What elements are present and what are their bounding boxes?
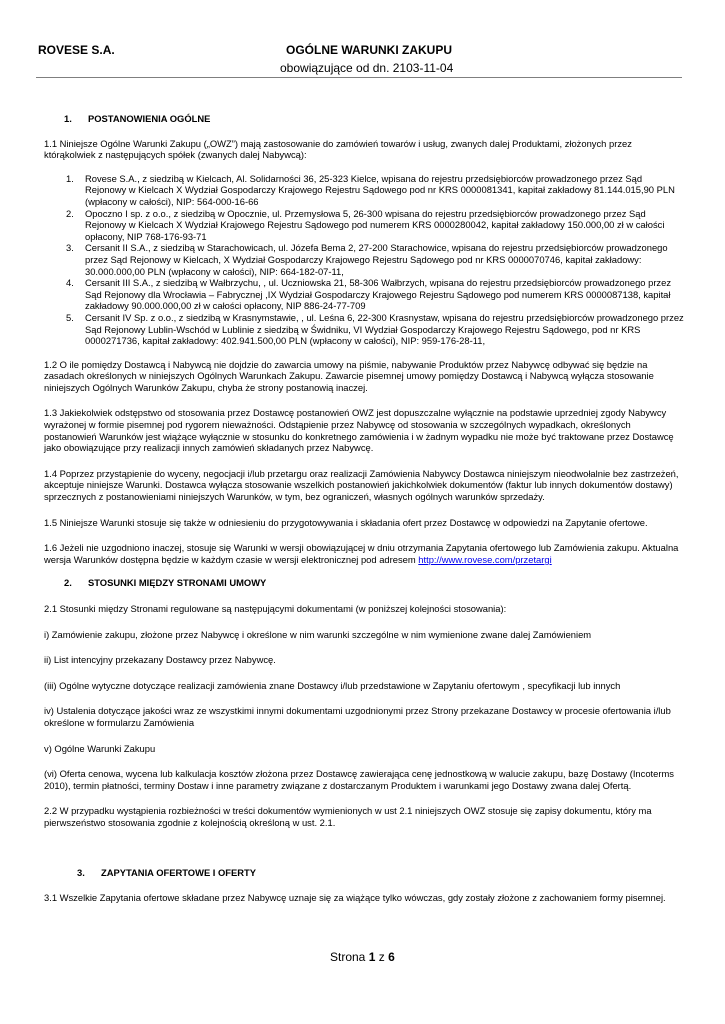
section-3-number: 3.: [77, 866, 85, 878]
paragraph-1-4: 1.4 Poprzez przystąpienie do wyceny, negocjacji i/lub przetargu oraz realizacji Zamówienia Nabywcy Dostawca niniejszym nieodwołalnie bez zastrzeżeń, akceptuje niniejsze Warunki. Dostawca wyłącza stosowanie wszelkich postanowień jakichkolwiek dokumentów (faktur lub innych dokumentów dostawy) sprzecznych z postanowieniami niniejszych Warunków, w tym, bez ograniczeń, własnych ogólnych warunków sprzedaży.: [44, 467, 679, 503]
list-item-number: 5.: [66, 311, 74, 323]
footer-prefix: Strona: [330, 950, 369, 964]
header-divider: [36, 77, 682, 78]
item-v: v) Ogólne Warunki Zakupu: [44, 742, 156, 754]
paragraph-2-2: 2.2 W przypadku wystąpienia rozbieżności w treści dokumentów wymienionych w ust 2.1 niniejszych OWZ stosuje się zapisy dokumentu, który ma pierwszeństwo stosowania zgodnie z kolejnością określoną w ust. 2.1.: [44, 805, 652, 828]
footer-total-pages: 6: [388, 950, 395, 964]
list-item: [44, 173, 684, 208]
item-iv: iv) Ustalenia dotyczące jakości wraz ze wszystkimi innymi dokumentami uzgodnionymi przez Strony przekazane Dostawcy w procesie ofertowania i/lub określone w formularzu Zamówienia: [44, 705, 671, 728]
section-1-number: 1.: [64, 113, 72, 124]
page-footer: [330, 950, 395, 964]
list-item: [44, 277, 684, 312]
header-subtitle: obowiązujące od dn. 2103-11-04: [280, 61, 454, 75]
list-item-number: 2.: [66, 207, 74, 219]
section-2-number: 2.: [64, 577, 72, 589]
section-1-title: POSTANOWIENIA OGÓLNE: [88, 113, 211, 124]
header-company: ROVESE S.A.: [38, 43, 115, 57]
paragraph-1-1: 1.1 Niniejsze Ogólne Warunki Zakupu („OWZ”) mają zastosowanie do zamówień towarów i usług, zwanych dalej Produktami, złożonych przez którąkolwiek z następujących spółek (zwanych dalej Nabywcą):: [44, 137, 632, 161]
paragraph-1-6: [44, 542, 684, 565]
list-item-text: Rovese S.A., z siedzibą w Kielcach, Al. Solidarności 36, 25-323 Kielce, wpisana do rejestru przedsiębiorców prowadzonego przez Sąd Rejonowy w Kielcach X Wydział Gospodarczy Krajowego Rejestru Sądowego pod nr KRS 0000081341, kapitał zakładowy 81.144.015,90 PLN (wpłacony w całości), NIP: 564-000-16-66: [85, 172, 675, 207]
paragraph-1-2: 1.2 O ile pomiędzy Dostawcą i Nabywcą nie dojdzie do zawarcia umowy na piśmie, nabywanie Produktów przez Nabywcę odbywać się będzie na zasadach określonych w niniejszych Ogólnych Warunkach Zakupu. Zawarcie pisemnej umowy pomiędzy Dostawcą i Nabywcą wyłącza stosowanie niniejszych Ogólnych Warunków Zakupu, chyba że strony postanowią inaczej.: [44, 358, 654, 393]
paragraph-3-1: 3.1 Wszelkie Zapytania ofertowe składane przez Nabywcę uznaje się za wiążące tylko wówczas, gdy zostały złożone z zachowaniem formy pisemnej.: [44, 892, 666, 904]
item-ii: ii) List intencyjny przekazany Dostawcy przez Nabywcę.: [44, 654, 276, 666]
item-vi: (vi) Oferta cenowa, wycena lub kalkulacja kosztów złożona przez Dostawcę zawierająca cenę jednostkową w walucie zakupu, bazę Dostawy (Incoterms 2010), termin płatności, terminy Dostaw i inne parametry związane z dostarczanym Produktem i warunkami jego Dostawy zwana dalej Ofertą.: [44, 768, 674, 791]
paragraph-1-5: 1.5 Niniejsze Warunki stosuje się także w odniesieniu do przygotowywania i składania ofert przez Dostawcę w odpowiedzi na Zapytanie ofertowe.: [44, 516, 648, 528]
section-2-heading: [44, 577, 684, 589]
paragraph-1-3: 1.3 Jakiekolwiek odstępstwo od stosowania przez Dostawcę postanowień OWZ jest dopuszczalne wyłącznie na podstawie uprzedniej zgody Nabywcy wyrażonej w formie pisemnej pod rygorem nieważności. Odstąpienie przez Nabywcę od stosowania w szczególnych wypadkach, określonych postanowień Warunków jest wiążące wyłącznie w stosunku do konkretnego zamówienia i w żadnym wypadku nie może być traktowane przez Dostawcę jako obowiązujące przy realizacji innych zamówień składanych przez Nabywcę.: [44, 407, 674, 454]
paragraph-1-6-text: 1.6 Jeżeli nie uzgodniono inaczej, stosuje się Warunki w wersji obowiązującej w dniu otrzymania Zapytania ofertowego lub Zamówienia zakupu. Aktualna wersja Warunków dostępna będzie w każdym czasie w wersji elektronicznej pod adresem: [44, 542, 679, 565]
list-item: [44, 312, 684, 347]
header-title: OGÓLNE WARUNKI ZAKUPU: [286, 43, 452, 57]
footer-current-page: 1: [368, 950, 376, 964]
list-item: [44, 242, 684, 277]
document-body: [44, 113, 684, 904]
item-iii: (iii) Ogólne wytyczne dotyczące realizacji zamówienia znane Dostawcy i/lub przedstawione w Zapytaniu ofertowym , specyfikacji lub innych: [44, 679, 621, 691]
section-1-heading: [44, 113, 684, 125]
list-item-number: 4.: [66, 277, 74, 289]
list-item-number: 3.: [66, 242, 74, 254]
company-list: [44, 173, 684, 347]
rovese-tenders-link[interactable]: http://www.rovese.com/przetargi: [418, 553, 552, 565]
item-i: i) Zamówienie zakupu, złożone przez Nabywcę i określone w nim warunki szczególne w nim wymienione zwane dalej Zamówieniem: [44, 628, 592, 640]
paragraph-2-1: 2.1 Stosunki między Stronami regulowane są następującymi dokumentami (w poniższej kolejności stosowania):: [44, 603, 507, 614]
section-3-title: ZAPYTANIA OFERTOWE I OFERTY: [101, 866, 257, 878]
list-item-text: Cersanit III S.A., z siedzibą w Wałbrzychu, , ul. Uczniowska 21, 58-306 Wałbrzych, wpisana do rejestru przedsiębiorców prowadzonego przez Sąd Rejonowy dla Wrocławia – Fabrycznej ,IX Wydział Gospodarczy Krajowego Rejestru Sądowego pod numerem KRS 0000087138, kapitał zakładowy 90.000.000,00 zł w całości opłacony, NIP 886-24-77-709: [85, 277, 672, 312]
list-item-text: Opoczno I sp. z o.o., z siedzibą w Opocznie, ul. Przemysłowa 5, 26-300 wpisana do rejestru przedsiębiorców prowadzonego przez Sąd Rejonowy w Kielcach X Wydział Krajowego Rejestru Sądowego pod numerem KRS 0000280042, kapitał zakładowy 150.000,00 zł w całości opłacony, NIP 768-176-93-71: [85, 207, 665, 242]
section-2-title: STOSUNKI MIĘDZY STRONAMI UMOWY: [88, 577, 267, 589]
list-item-text: Cersanit II S.A., z siedzibą w Starachowicach, ul. Józefa Bema 2, 27-200 Starachowice, wpisana do rejestru przedsiębiorców prowadzonego przez Sąd Rejonowy w Kielcach, X Wydział Gospodarczy Krajowego Rejestru Sądowego pod nr KRS 0000070746, kapitał zakładowy: 30.000.000,00 PLN (wpłacony w całości), NIP: 664-182-07-11,: [85, 242, 668, 277]
footer-separator: z: [375, 950, 389, 964]
list-item-text: Cersanit IV Sp. z o.o., z siedzibą w Krasnymstawie, , ul. Leśna 6, 22-300 Krasnystaw, wpisana do rejestru przedsiębiorców prowadzonego przez Sąd Rejonowy Lublin-Wschód w Lublinie z siedzibą w Świdniku, VI Wydział Gospodarczy Krajowego Rejestru Sądowego, pod nr KRS 0000271736, kapitał zakładowy: 402.941.500,00 PLN (wpłacony w całości), NIP: 959-176-28-11,: [85, 311, 684, 347]
list-item: [44, 208, 684, 243]
section-3-heading: [44, 867, 684, 879]
list-item-number: 1.: [66, 172, 74, 184]
